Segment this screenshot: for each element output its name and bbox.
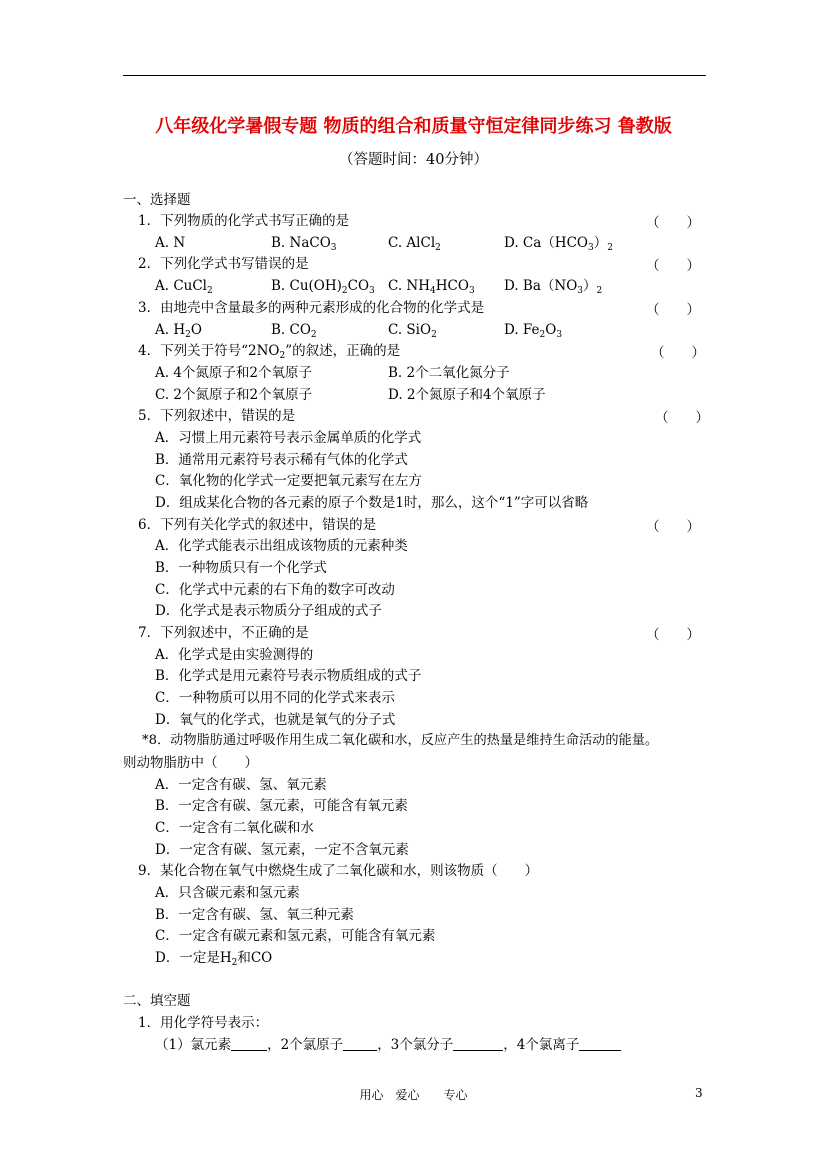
question-8-stem-cont: 则动物脂肪中（ ） [123,755,258,771]
option-c: C. 2个氮原子和2个氧原子 [155,387,313,403]
option-b: B．一定含有碳、氢元素，可能含有氧元素 [155,798,408,814]
option-a: A．化学式能表示出组成该物质的元素种类 [155,538,408,554]
option-c: C. $NH_4HCO_3$ [388,278,475,296]
answer-paren: （ ） [646,302,700,318]
option-b: B．一种物质只有一个化学式 [155,560,327,576]
header-rule [123,75,706,76]
option-c: C. AlCl$_2$ [388,235,441,253]
page-title: 八年级化学暑假专题 物质的组合和质量守恒定律同步练习 鲁教版 [155,116,672,137]
footer-motto: 用心 爱心 专心 [359,1088,468,1102]
option-b: B．通常用元素符号表示稀有气体的化学式 [155,452,408,468]
question-9-stem: 9．某化合物在氧气中燃烧生成了二氧化碳和水，则该物质（ ） [138,863,539,879]
answer-paren: （ ） [646,627,700,643]
answer-paren: （ ） [651,345,705,361]
option-a: A．只含碳元素和氢元素 [155,885,300,901]
option-d: D．一定是$H_2$和CO [155,950,273,968]
option-a: A. CuCl$_2$ [155,278,213,296]
fill-question-1-stem: 1．用化学符号表示： [138,1015,269,1031]
question-5-stem: 5．下列叙述中，错误的是 [138,408,296,424]
option-a: A. N [155,235,186,251]
option-b: B. $Cu(OH)_2CO_3$ [271,278,375,296]
option-b: B. NaCO$_3$ [271,235,337,253]
section-heading: 二、填空题 [123,993,191,1009]
question-1-stem: 1．下列物质的化学式书写正确的是 [138,213,350,229]
option-a: A．习惯上用元素符号表示金属单质的化学式 [155,430,422,446]
option-c: C．一定含有碳元素和氢元素，可能含有氧元素 [155,928,436,944]
option-b: B．化学式是用元素符号表示物质组成的式子 [155,668,422,684]
answer-paren: （ ） [646,215,700,231]
answer-blank[interactable] [231,1036,267,1051]
option-d: D．氧气的化学式，也就是氧气的分子式 [155,712,396,728]
question-6-stem: 6．下列有关化学式的叙述中，错误的是 [138,517,377,533]
option-d: D．组成某化合物的各元素的原子个数是1时，那么，这个“1”字可以省略 [155,495,589,511]
option-c: C．一定含有二氧化碳和水 [155,820,314,836]
option-c: C．氧化物的化学式一定要把氧元素写在左方 [155,473,422,489]
option-d: D. $Ca(HCO_3)_2$ [504,235,613,253]
question-3-stem: 3．由地壳中含量最多的两种元素形成的化合物的化学式是 [138,300,485,316]
answer-blank[interactable] [343,1036,377,1051]
option-c: C．一种物质可以用不同的化学式来表示 [155,690,395,706]
option-a: A．化学式是由实验测得的 [155,647,314,663]
question-2-stem: 2．下列化学式书写错误的是 [138,256,309,272]
question-7-stem: 7．下列叙述中，不正确的是 [138,625,309,641]
option-d: D. 2个氮原子和4个氧原子 [388,387,546,403]
page-number: 3 [695,1086,703,1100]
option-d: D．一定含有碳、氢元素，一定不含氧元素 [155,842,409,858]
fill-question-1-1: （1）氯元素 ，2个氯原子 ，3个氯分子 ，4个氯离子 [155,1035,621,1055]
answer-blank[interactable] [453,1036,503,1051]
question-4-stem: 4．下列关于符号“$2NO_2$”的叙述，正确的是 [138,343,401,361]
option-a: A．一定含有碳、氢、氧元素 [155,777,327,793]
option-d: D. $Fe_2O_3$ [504,322,563,340]
answer-paren: （ ） [646,258,700,274]
option-a: A. 4个氮原子和2个氧原子 [155,365,313,381]
option-a: A. $H_2O$ [155,322,202,340]
option-d: D．化学式是表示物质分子组成的式子 [155,603,382,619]
section-heading: 一、选择题 [123,192,191,208]
option-b: B．一定含有碳、氢、氧三种元素 [155,907,354,923]
option-b: B. 2个二氧化氮分子 [388,365,510,381]
option-b: B. $CO_2$ [271,322,317,340]
answer-blank[interactable] [579,1036,621,1051]
page-subtitle: （答题时间：40分钟） [339,152,488,168]
question-8-stem: *8．动物脂肪通过呼吸作用生成二氧化碳和水，反应产生的热量是维持生命活动的能量。 [142,733,659,748]
option-d: D. $Ba(NO_3)_2$ [504,278,603,296]
answer-paren: （ ） [646,519,700,535]
option-c: C．化学式中元素的右下角的数字可改动 [155,582,395,598]
option-c: C. SiO$_2$ [388,322,437,340]
answer-paren: （ ） [655,410,709,426]
